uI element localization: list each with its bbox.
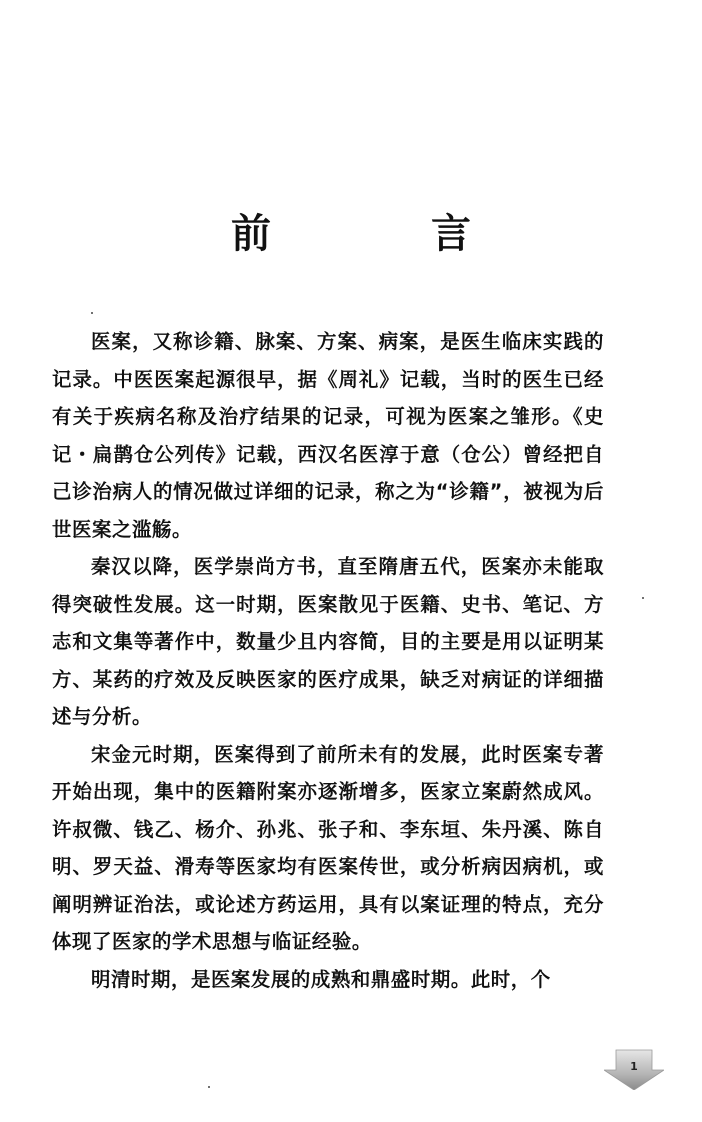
paragraph-4: 明清时期，是医案发展的成熟和鼎盛时期。此时，个 bbox=[91, 967, 551, 991]
body-text bbox=[52, 323, 604, 998]
scan-speck bbox=[642, 597, 644, 599]
page-number-badge bbox=[604, 1046, 664, 1090]
scan-speck bbox=[91, 312, 93, 314]
paragraph-2: 秦汉以降，医学崇尚方书，直至隋唐五代，医案亦未能取得突破性发展。这一时期，医案散见于医籍、史书、笔记、方志和文集等著作中，数量少且内容简，目的主要是用以证明某方、某药的疗效及反映医家的医疗成果，缺乏对病证的详细描述与分析。 bbox=[52, 555, 604, 728]
page-title: 前 言 bbox=[231, 211, 531, 257]
scan-speck bbox=[208, 1086, 210, 1088]
paragraph-3: 宋金元时期，医案得到了前所未有的发展，此时医案专著开始出现，集中的医籍附案亦逐渐增多，医家立案蔚然成风。许叔微、钱乙、杨介、孙兆、张子和、李东垣、朱丹溪、陈自明、罗天益、滑寿等医家均有医案传世，或分析病因病机，或阐明辨证治法，或论述方药运用，具有以案证理的特点，充分体现了医家的学术思想与临证经验。 bbox=[52, 742, 604, 953]
page-number: 1 bbox=[630, 1060, 638, 1073]
paragraph-1: 医案，又称诊籍、脉案、方案、病案，是医生临床实践的记录。中医医案起源很早，据《周礼》记载，当时的医生已经有关于疾病名称及治疗结果的记录，可视为医案之雏形。《史记・扁鹊仓公列传》记载，西汉名医淳于意（仓公）曾经把自己诊治病人的情况做过详细的记录，称之为“诊籍”，被视为后世医案之滥觞。 bbox=[52, 330, 604, 541]
